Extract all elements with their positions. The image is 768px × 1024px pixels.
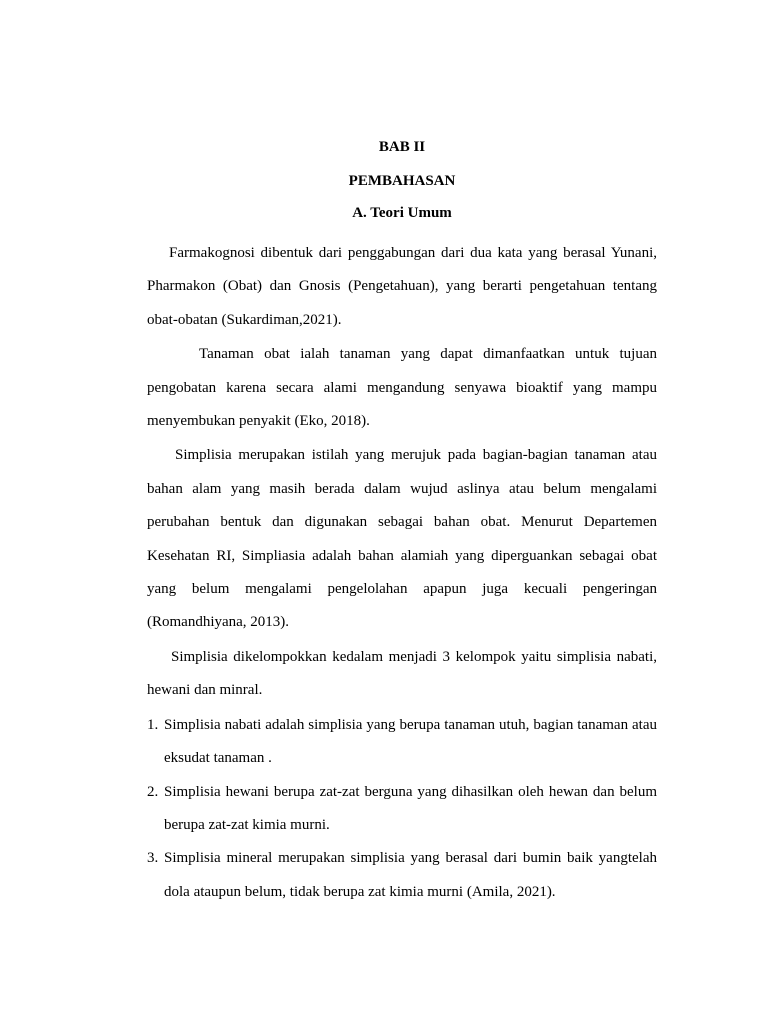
document-page (147, 137, 657, 909)
list-item-number: 1. (147, 716, 159, 733)
paragraph-kelompok: Simplisia dikelompokkan kedalam menjadi 3 kelompok yaitu simplisia nabati, hewani dan minral. (147, 648, 657, 699)
simplisia-list (147, 709, 657, 909)
paragraph-simplisia: Simplisia merupakan istilah yang merujuk pada bagian-bagian tanaman atau bahan alam yang masih berada dalam wujud aslinya atau belum mengalami perubahan bentuk dan digunakan sebagai bahan obat. Menurut Departemen Kesehatan RI, Simpliasia adalah bahan alamiah yang diperguankan sebagai obat yang belum mengalami pengelolahan apapun juga kecuali pengeringan (Romandhiyana, 2013). (147, 447, 657, 631)
list-item (147, 842, 657, 909)
list-item-number: 2. (147, 783, 159, 800)
list-item-text: Simplisia mineral merupakan simplisia yang berasal dari bumin baik yangtelah dola ataupun belum, tidak berupa zat kimia murni (Amila, 2021). (164, 850, 657, 900)
paragraph-farmakognosi: Farmakognosi dibentuk dari penggabungan dari dua kata yang berasal Yunani, Pharmakon (Obat) dan Gnosis (Pengetahuan), yang berarti pengetahuan tentang obat-obatan (Sukardiman,2021). (147, 245, 657, 328)
list-item-text: Simplisia hewani berupa zat-zat berguna yang dihasilkan oleh hewan dan belum berupa zat-zat kimia murni. (164, 783, 657, 833)
list-item-number: 3. (147, 850, 159, 867)
list-item (147, 776, 657, 843)
paragraph-tanaman-obat: Tanaman obat ialah tanaman yang dapat dimanfaatkan untuk tujuan pengobatan karena secara alami mengandung senyawa bioaktif yang mampu menyembukan penyakit (Eko, 2018). (147, 346, 657, 430)
chapter-number: BAB II (378, 139, 426, 155)
section-heading: A. Teori Umum (352, 205, 452, 221)
list-item (147, 709, 657, 776)
chapter-title: PEMBAHASAN (348, 173, 456, 189)
list-item-text: Simplisia nabati adalah simplisia yang berupa tanaman utuh, bagian tanaman atau eksudat tanaman . (164, 716, 657, 767)
